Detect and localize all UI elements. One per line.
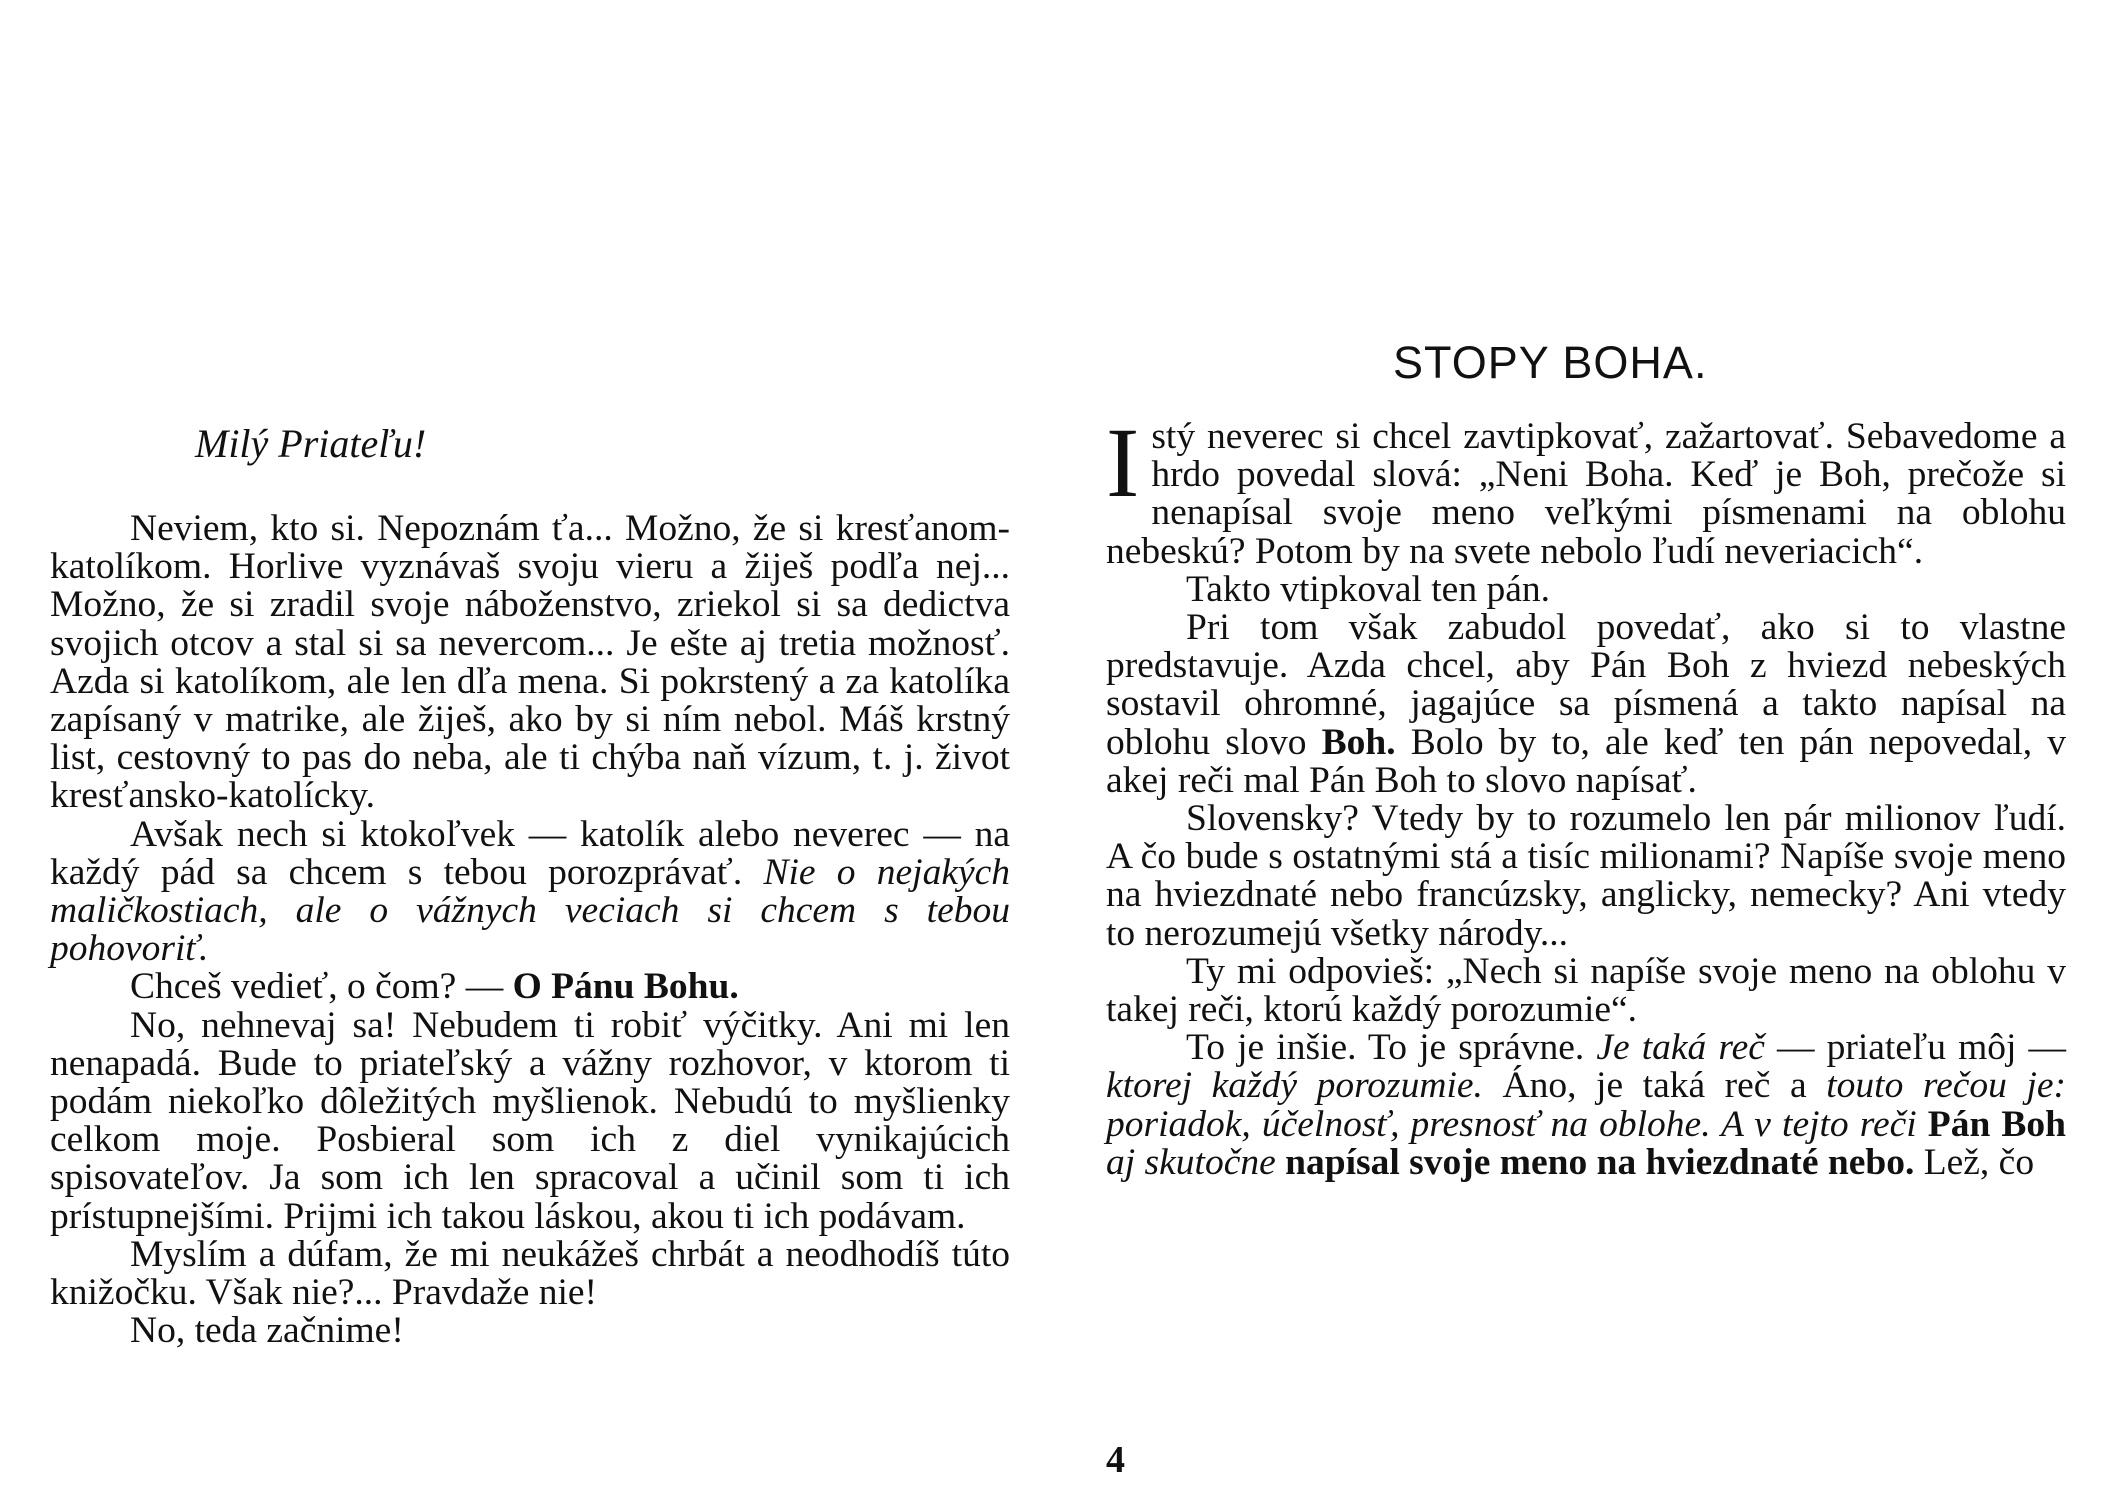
paragraph: Neviem, kto si. Nepoznám ťa... Možno, že si kresťanom-katolíkom. Horlive vyznávaš svoju vieru a žiješ podľa nej... Možno, že si zradil svoje náboženstvo, zriekol si sa dedictva svojich otcov a stal si sa nevercom... Je ešte aj tretia možnosť. Azda si katolíkom, ale len dľa mena. Si pokrstený a za katolíka zapísaný v matrike, ale žiješ, ako by si ním nebol. Máš krstný list, cestovný to pas do neba, ale ti chýba naň vízum, t. j. život kresťansko-katolícky. xyxy=(50,508,1010,817)
paragraph: Ty mi odpovieš: „Nech si napíše svoje meno na oblohu v takej reči, ktorú každý porozumie“. xyxy=(1106,950,2066,1031)
italic-text-run: ktorej každý porozumie. xyxy=(1106,1065,1483,1107)
text-run: Áno, je taká reč a xyxy=(1502,1065,1807,1107)
page-number: 4 xyxy=(1106,1439,1125,1481)
right-page xyxy=(1053,0,2106,1500)
italic-text-run: aj skutočne xyxy=(1106,1141,1276,1183)
bold-text-run: napísal svoje meno na hviezdnaté nebo. xyxy=(1285,1141,1915,1183)
text-run: — priateľu môj — xyxy=(1777,1027,2067,1069)
drop-cap: I xyxy=(1106,407,1140,518)
left-body-text xyxy=(50,510,1010,1350)
paragraph: Myslím a dúfam, že mi neukážeš chrbát a neodhodíš túto knižočku. Však nie?... Pravdaže nie! xyxy=(50,1233,1010,1314)
text-run: Bolo by to, ale keď ten pán nepovedal, v akej reči mal Pán Boh to slovo napísať. xyxy=(1106,721,2067,801)
text-run: Pri tom však zabudol povedať, ako si to vlastne predstavuje. Azda chcel, aby Pán Boh z hviezd nebeských sostavil ohromné, jagajúce sa písmená a takto napísal na oblohu slovo xyxy=(1106,607,2066,763)
text-run: stý neverec si chcel zavtipkovať, zažartovať. Sebavedome a hrdo povedal slová: „Neni Boha. Keď je Boh, prečože si nenapísal svoje meno veľkými písmenami na oblohu nebeskú? Potom by na svete nebolo ľudí neveriacich“. xyxy=(1106,416,2066,572)
text-run: To je inšie. To je správne. xyxy=(1186,1027,1585,1069)
chapter-title: STOPY BOHA. xyxy=(1393,337,1708,388)
right-body-text xyxy=(1106,407,2067,1183)
paragraph xyxy=(1106,1029,2066,1182)
text-run: Lež, čo xyxy=(1923,1141,2035,1183)
paragraph xyxy=(1106,609,2066,800)
salutation: Milý Priateľu! xyxy=(195,421,427,466)
paragraph: No, teda začnime! xyxy=(130,1310,404,1352)
italic-text-run: Nie o nejakých maličkostiach, ale o vážnych veciach si chcem s tebou pohovoriť. xyxy=(50,851,1011,970)
text-run: Avšak nech si ktokoľvek — katolík alebo neverec — na každý pád sa chcem s tebou porozprávať. xyxy=(50,813,1010,893)
italic-text-run: touto rečou je: poriadok, účelnosť, presnosť na oblohe. A v tejto reči xyxy=(1106,1065,2067,1145)
paragraph: No, nehnevaj sa! Nebudem ti robiť výčitky. Ani mi len nenapadá. Bude to priateľský a vážny rozhovor, v ktorom ti podám niekoľko dôležitých myšlienok. Nebudú to myšlienky celkom moje. Posbieral som ich z diel vynikajúcich spisovateľov. Ja som ich len spracoval a učinil som ti ich prístupnejšími. Prijmi ich takou láskou, akou ti ich podávam. xyxy=(50,1004,1010,1237)
paragraph xyxy=(50,968,1010,1006)
italic-text-run: Je taká reč xyxy=(1596,1027,1765,1069)
text-run: Chceš vedieť, o čom? — xyxy=(130,966,504,1008)
paragraph xyxy=(50,813,1011,970)
paragraph: Slovensky? Vtedy by to rozumelo len pár milionov ľudí. A čo bude s ostatnými stá a tisíc milionami? Napíše svoje meno na hviezdnaté nebo francúzsky, anglicky, nemecky? Ani vtedy to nerozumejú všetky národy... xyxy=(1106,798,2066,954)
paragraph xyxy=(1106,407,2066,572)
bold-text-run: Boh. xyxy=(1321,721,1396,763)
bold-text-run: O Pánu Bohu. xyxy=(512,966,739,1008)
paragraph: Takto vtipkoval ten pán. xyxy=(1186,568,1550,610)
bold-text-run: Pán Boh xyxy=(1927,1103,2067,1145)
